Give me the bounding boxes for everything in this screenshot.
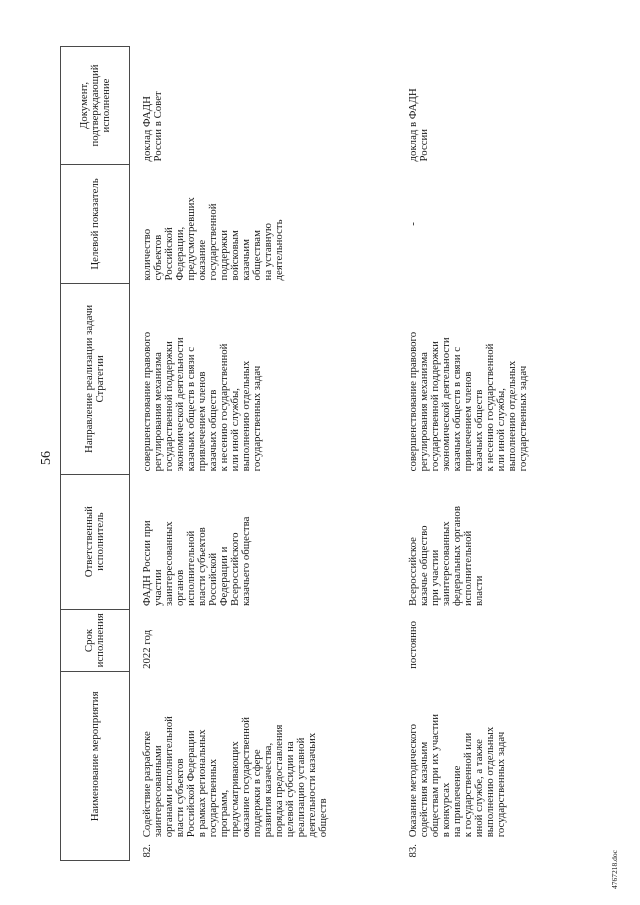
table-row <box>130 47 395 861</box>
header-executor: Ответственный исполнитель <box>61 474 130 609</box>
header-document: Документ, подтверждающий исполнение <box>61 47 130 165</box>
row-number: 83. <box>407 844 419 858</box>
page-number: 56 <box>39 451 54 465</box>
indicator-cell: количество субъектов Российской Федерации, предусмотревших оказание государственной поддержки войсковым казачьим обществам на уставную деятельность <box>141 197 285 281</box>
table-row <box>394 47 529 861</box>
deadline-cell: 2022 год <box>141 629 153 669</box>
header-deadline: Срок исполнения <box>61 609 130 672</box>
executor-cell: ФАДН России при участии заинтересованных органов исполнительной власти субъектов Российской Федерации и Всероссийского казачьего общества <box>141 516 252 607</box>
header-indicator: Целевой показатель <box>61 164 130 283</box>
header-activity: Наименование мероприятия <box>61 672 130 840</box>
direction-cell: совершенствование правового регулирования механизма государственной поддержки экономической деятельности казачьих обществ в связи с привлечением членов казачьих обществ к несению государственной или иной службы, выполнению отдельных государственных задач <box>141 331 263 472</box>
document-cell: доклад в ФАДН России <box>407 88 430 162</box>
executor-cell: Всероссийское казачье общество при участии заинтересованных федеральных органов исполнительной власти <box>407 506 485 607</box>
file-id: 4767218.doc <box>610 850 619 889</box>
document-cell: доклад ФАДН России в Совет <box>141 91 164 162</box>
row-number: 82. <box>141 844 153 858</box>
header-direction: Направление реализации задачи Стратегии <box>61 283 130 474</box>
activity-cell: Содействие разработке заинтересованными органами исполнительной власти субъектов Российской Федерации в рамках региональных государственных программ, предусматривающих оказание государственной поддержки в сфере развития казачества, порядка предоставления целевой субсидии на реализацию уставной деятельности казачьих обществ <box>141 716 329 838</box>
indicator-cell: - <box>407 222 419 226</box>
direction-cell: совершенствование правового регулирования механизма государственной поддержки экономической деятельности казачьих обществ в связи с привлечением членов казачьих обществ к несению государственной или иной службы, выполнению отдельных государственных задач <box>407 331 529 472</box>
table-header-row <box>61 47 130 861</box>
header-number <box>61 840 130 860</box>
deadline-cell: постоянно <box>407 620 419 669</box>
activity-cell: Оказание методического содействия казачьим обществам при их участии в конкурсах на привлечение к государственной или иной службе, а также выполнению отдельных государственных задач <box>407 714 507 838</box>
activities-table <box>60 46 529 861</box>
